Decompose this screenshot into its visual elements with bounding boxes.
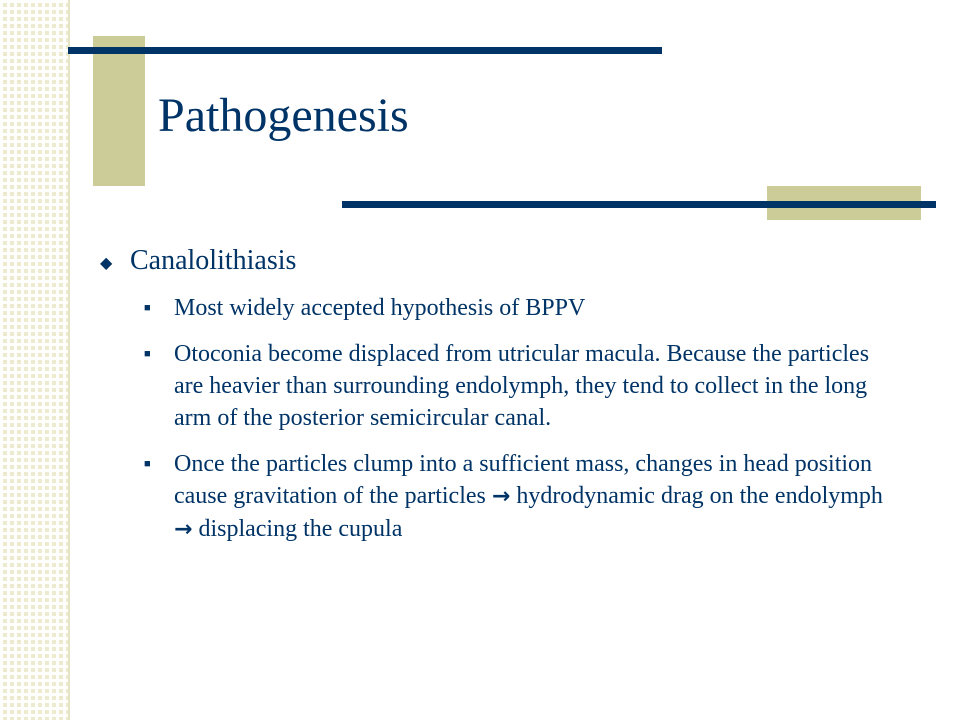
bullet-item (100, 244, 900, 278)
sub-bullet-text: Otoconia become displaced from utricular macula. Because the particles are heavier than surrounding endolymph, they tend to collect in the long arm of the posterior semicircular canal. (174, 340, 870, 431)
sub-bullet-item (144, 448, 900, 546)
slide-title: Pathogenesis (158, 89, 409, 142)
sub-bullet-text: Most widely accepted hypothesis of BPPV (174, 294, 586, 321)
title-accent-block (93, 36, 145, 186)
sub-bullet-text-part: hydrodynamic drag on the endolymph (510, 482, 883, 509)
sub-bullet-text-part: Once the particles clump into a sufficient mass, changes in head position cause gravitation of the particles (174, 450, 873, 509)
square-bullet-icon: ■ (144, 457, 151, 470)
sub-bullet-item (144, 338, 900, 434)
top-rule-line (68, 47, 662, 54)
bottom-rule-line (342, 201, 936, 208)
bullet-text: Canalolithiasis (130, 245, 297, 276)
square-bullet-icon: ■ (144, 301, 151, 314)
decorative-plaid-strip (0, 0, 68, 720)
sub-bullet-item (144, 292, 900, 324)
sub-bullet-text-part: displacing the cupula (192, 515, 403, 542)
bullet-content (100, 244, 900, 560)
right-arrow-icon: → (174, 516, 193, 542)
sub-bullet-text (174, 448, 894, 546)
right-arrow-icon: → (491, 483, 511, 509)
square-bullet-icon: ■ (144, 347, 151, 360)
strip-edge (68, 0, 70, 720)
sub-bullet-list (100, 292, 900, 546)
diamond-bullet-icon: ◆ (100, 255, 113, 272)
